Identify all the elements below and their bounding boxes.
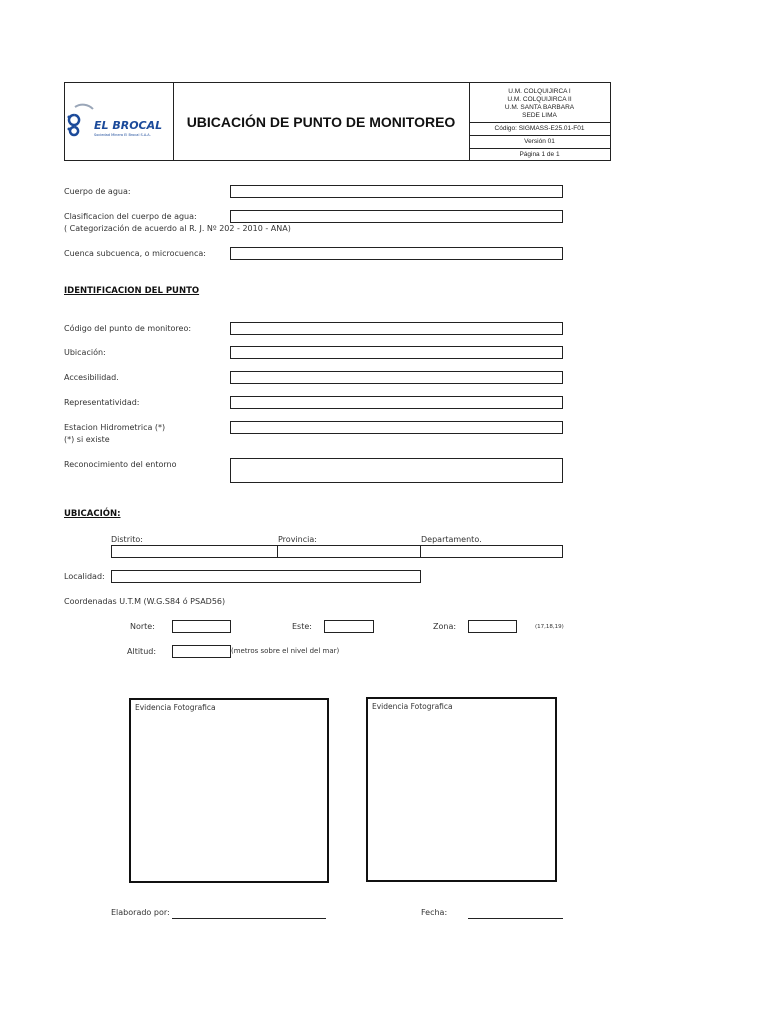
photo-evidence-left-label: Evidencia Fotografica <box>135 703 216 712</box>
form-version: Versión 01 <box>524 138 555 145</box>
unit-line: U.M. SANTA BARBARA <box>504 104 575 111</box>
distrito-label: Distrito: <box>111 535 143 544</box>
accesibilidad-field[interactable] <box>230 371 563 384</box>
reconocimiento-label: Reconocimiento del entorno <box>64 460 177 469</box>
coordenadas-label: Coordenadas U.T.M (W.G.S84 ó PSAD56) <box>64 597 226 606</box>
clasificacion-label: Clasificacion del cuerpo de agua: <box>64 212 197 221</box>
elaborado-label: Elaborado por: <box>111 908 170 917</box>
cuerpo-agua-field[interactable] <box>230 185 563 198</box>
este-label: Este: <box>292 622 312 631</box>
unit-line: U.M. COLQUIJIRCA I <box>508 88 571 95</box>
form-title: UBICACIÓN DE PUNTO DE MONITOREO <box>186 113 456 130</box>
form-page: Página 1 de 1 <box>519 151 560 158</box>
localidad-field[interactable] <box>111 570 421 583</box>
form-code: Código: SIGMASS-E25.01-F01 <box>494 125 585 132</box>
representatividad-field[interactable] <box>230 396 563 409</box>
accesibilidad-label: Accesibilidad. <box>64 373 119 382</box>
title-cell <box>173 83 470 160</box>
cuerpo-agua-label: Cuerpo de agua: <box>64 187 131 196</box>
estacion-note: (*) si existe <box>64 435 110 444</box>
unit-line: SEDE LIMA <box>522 112 557 119</box>
form-header <box>64 82 611 161</box>
localidad-label: Localidad: <box>64 572 105 581</box>
provincia-field[interactable] <box>277 545 421 558</box>
departamento-label: Departamento. <box>421 535 482 544</box>
zona-note: (17,18,19) <box>535 624 564 630</box>
fecha-line[interactable] <box>468 907 563 919</box>
codigo-label: Código del punto de monitoreo: <box>64 324 192 333</box>
departamento-field[interactable] <box>420 545 563 558</box>
company-name: EL BROCAL <box>94 119 163 132</box>
units-list <box>469 85 610 120</box>
zona-field[interactable] <box>468 620 517 633</box>
el-brocal-logo-icon <box>65 103 95 141</box>
ubicacion-label: Ubicación: <box>64 348 106 357</box>
clasificacion-field[interactable] <box>230 210 563 223</box>
cuenca-field[interactable] <box>230 247 563 260</box>
reconocimiento-field[interactable] <box>230 458 563 483</box>
distrito-field[interactable] <box>111 545 278 558</box>
photo-evidence-right-label: Evidencia Fotografica <box>372 702 453 711</box>
este-field[interactable] <box>324 620 374 633</box>
elaborado-signature-line[interactable] <box>172 907 326 919</box>
fecha-label: Fecha: <box>421 908 448 917</box>
zona-label: Zona: <box>433 622 457 631</box>
norte-label: Norte: <box>130 622 155 631</box>
unit-line: U.M. COLQUIJIRCA II <box>507 96 572 103</box>
provincia-label: Provincia: <box>278 535 317 544</box>
identificacion-section-title: IDENTIFICACION DEL PUNTO <box>64 286 200 296</box>
estacion-field[interactable] <box>230 421 563 434</box>
altitud-label: Altitud: <box>127 647 157 656</box>
altitud-note: (metros sobre el nivel del mar) <box>231 647 340 655</box>
cuenca-label: Cuenca subcuenca, o microcuenca: <box>64 249 206 258</box>
ubicacion-section-title: UBICACIÓN: <box>64 509 121 519</box>
norte-field[interactable] <box>172 620 231 633</box>
estacion-label: Estacion Hidrometrica (*) <box>64 423 166 432</box>
clasificacion-note: ( Categorización de acuerdo al R. J. Nº 202 - 2010 - ANA) <box>64 224 291 233</box>
ubicacion-field[interactable] <box>230 346 563 359</box>
codigo-field[interactable] <box>230 322 563 335</box>
representatividad-label: Representatividad: <box>64 398 140 407</box>
company-subtitle: Sociedad Minera El Brocal S.A.A. <box>94 133 151 137</box>
photo-evidence-right[interactable] <box>366 697 557 882</box>
photo-evidence-left[interactable] <box>129 698 329 883</box>
logo-cell <box>65 83 174 160</box>
altitud-field[interactable] <box>172 645 231 658</box>
